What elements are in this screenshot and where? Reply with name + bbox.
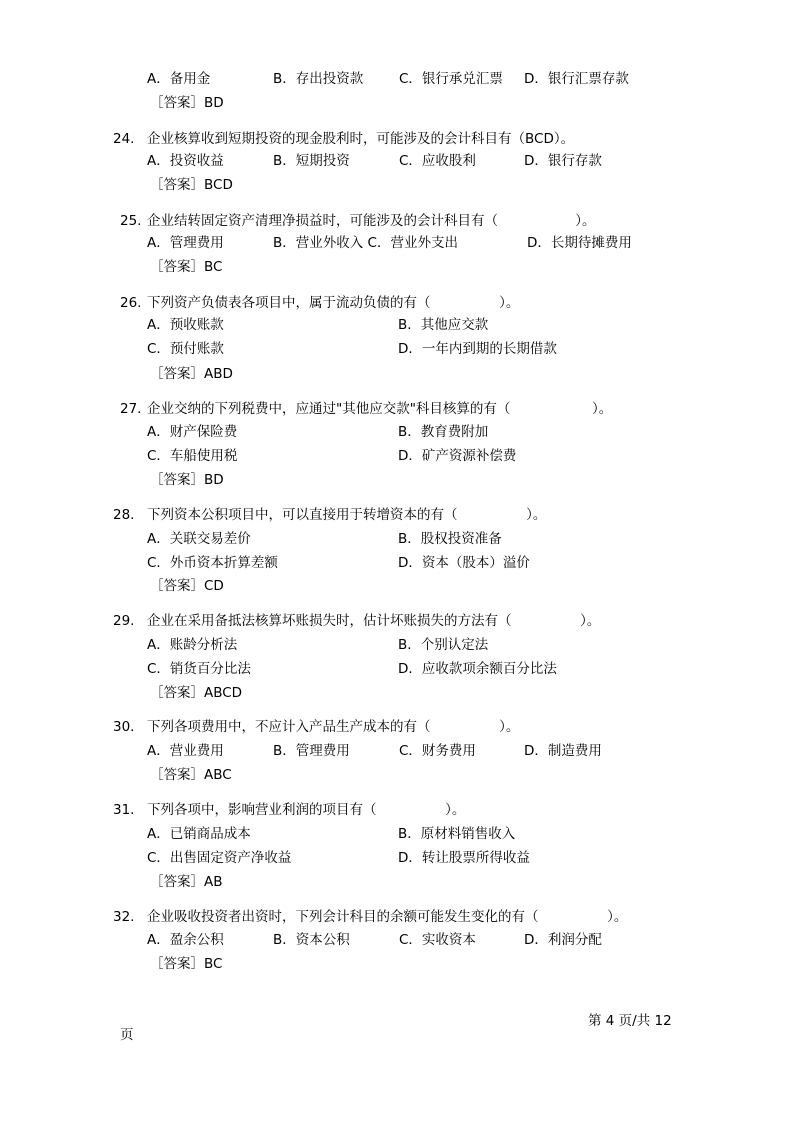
- option-b: B．存出投资款: [273, 71, 364, 87]
- answer-line: ［答案］BCD: [150, 177, 233, 193]
- answer-line: ［答案］BD: [150, 95, 224, 111]
- option-a: A．备用金: [147, 71, 211, 87]
- question-stem: 下列各项中，影响营业利润的项目有（ ）。: [147, 802, 466, 818]
- answer-line: ［答案］AB: [150, 874, 223, 890]
- answer-line: ［答案］ABC: [150, 767, 232, 783]
- option-a: A．管理费用: [147, 235, 224, 251]
- option-d: D．资本（股本）溢价: [398, 555, 530, 571]
- question-number: 26.: [120, 295, 142, 311]
- option-b: B．资本公积: [273, 932, 350, 948]
- question-stem: 企业交纳的下列税费中，应通过"其他应交款"科目核算的有（ ）。: [147, 401, 613, 417]
- answer-line: ［答案］BC: [150, 956, 223, 972]
- question-stem: 下列资产负债表各项目中，属于流动负债的有（ ）。: [147, 295, 520, 311]
- question-stem: 企业结转固定资产清理净损益时，可能涉及的会计科目有（ ）。: [147, 213, 596, 229]
- option-b: B．营业外收入 C．营业外支出: [273, 235, 458, 251]
- option-b: B．短期投资: [273, 153, 350, 169]
- option-b: B．管理费用: [273, 743, 350, 759]
- option-c: C．应收股利: [399, 153, 476, 169]
- question-stem: 下列资本公积项目中，可以直接用于转增资本的有（ ）。: [147, 507, 547, 523]
- option-d: D．制造费用: [524, 743, 602, 759]
- option-d: D．银行存款: [524, 153, 602, 169]
- question-stem: 下列各项费用中，不应计入产品生产成本的有（ ）。: [147, 719, 520, 735]
- option-c: C．车船使用税: [147, 448, 238, 464]
- question-number: 29.: [113, 613, 135, 629]
- answer-line: ［答案］ABCD: [150, 685, 243, 701]
- option-d: D．转让股票所得收益: [398, 850, 530, 866]
- option-c: C．银行承兑汇票: [399, 71, 503, 87]
- question-stem: 企业核算收到短期投资的现金股利时，可能涉及的会计科目有（BCD）。: [147, 131, 575, 147]
- option-d: D．银行汇票存款: [524, 71, 629, 87]
- question-stem: 企业在采用备抵法核算坏账损失时，估计坏账损失的方法有（ ）。: [147, 613, 601, 629]
- page-number: 第 4 页/共 12: [588, 1013, 672, 1029]
- question-number: 24.: [113, 131, 135, 147]
- option-a: A．财产保险费: [147, 424, 238, 440]
- option-d: D．矿产资源补偿费: [398, 448, 517, 464]
- question-number: 28.: [113, 507, 135, 523]
- option-a: A．预收账款: [147, 317, 224, 333]
- question-number: 27.: [120, 401, 142, 417]
- option-d: D．利润分配: [524, 932, 602, 948]
- option-a: A．已销商品成本: [147, 826, 251, 842]
- option-c: C．出售固定资产净收益: [147, 850, 292, 866]
- option-a: A．投资收益: [147, 153, 224, 169]
- option-a: A．账龄分析法: [147, 637, 238, 653]
- option-a: A．盈余公积: [147, 932, 224, 948]
- answer-line: ［答案］BD: [150, 472, 224, 488]
- answer-line: ［答案］BC: [150, 259, 223, 275]
- question-stem: 企业吸收投资者出资时，下列会计科目的余额可能发生变化的有（ ）。: [147, 909, 628, 925]
- page-number-suffix: 页: [120, 1027, 134, 1043]
- question-number: 32.: [113, 909, 135, 925]
- option-c: C．外币资本折算差额: [147, 555, 278, 571]
- option-d: D．一年内到期的长期借款: [398, 341, 557, 357]
- option-c: C．预付账款: [147, 341, 224, 357]
- option-c: C．销货百分比法: [147, 661, 251, 677]
- question-number: 30.: [113, 719, 135, 735]
- option-b: B．个别认定法: [398, 637, 489, 653]
- option-a: A．关联交易差价: [147, 531, 251, 547]
- option-c: C．实收资本: [399, 932, 476, 948]
- option-b: B．原材料销售收入: [398, 826, 516, 842]
- option-a: A．营业费用: [147, 743, 224, 759]
- option-b: B．教育费附加: [398, 424, 489, 440]
- question-number: 31.: [113, 802, 135, 818]
- option-b: B．股权投资准备: [398, 531, 502, 547]
- option-d: D．应收款项余额百分比法: [398, 661, 557, 677]
- option-b: B．其他应交款: [398, 317, 489, 333]
- option-d: D．长期待摊费用: [527, 235, 632, 251]
- answer-line: ［答案］ABD: [150, 366, 233, 382]
- answer-line: ［答案］CD: [150, 578, 224, 594]
- question-number: 25.: [120, 213, 142, 229]
- option-c: C．财务费用: [399, 743, 476, 759]
